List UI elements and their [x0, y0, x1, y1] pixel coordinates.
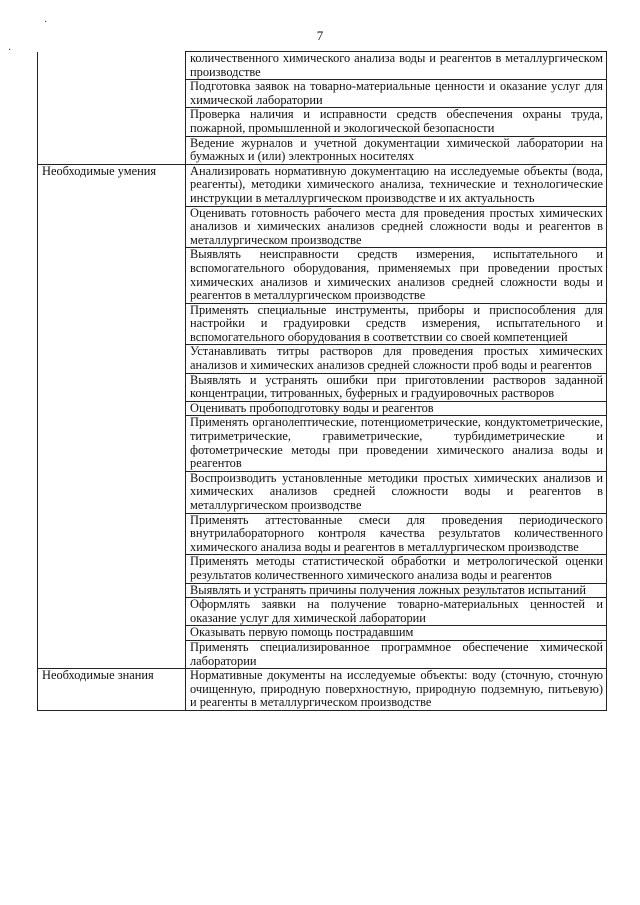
row-item: Применять методы статистической обработки и метрологической оценки результатов количественного химического анализа воды и реагентов	[186, 555, 607, 583]
row-label: Необходимые умения	[38, 164, 186, 668]
table-row	[38, 164, 607, 206]
row-label: Необходимые знания	[38, 669, 186, 711]
row-item: Оказывать первую помощь пострадавшим	[186, 626, 607, 641]
row-item: Воспроизводить установленные методики простых химических анализов и химических анализов средней сложности воды и реагентов в металлургическом производстве	[186, 471, 607, 513]
row-item: Нормативные документы на исследуемые объекты: воду (сточную, сточную очищенную, природную поверхностную, природную подземную, питьевую) и реагенты в металлургическом производстве	[186, 669, 607, 711]
row-item: Применять аттестованные смеси для проведения периодического внутрилабораторного контроля качества результатов количественного химического анализа воды и реагентов в металлургическом производстве	[186, 513, 607, 555]
page-number: 7	[316, 28, 324, 43]
row-item: Подготовка заявок на товарно-материальные ценности и оказание услуг для химической лаборатории	[186, 80, 607, 108]
margin-mark-dot-2: ·	[8, 45, 12, 56]
row-item: Проверка наличия и исправности средств обеспечения охраны труда, пожарной, промышленной и экологической безопасности	[186, 108, 607, 136]
row-item: Применять органолептические, потенциометрические, кондуктометрические, титриметрические, гравиметрические, турбидиметрические и фотометрические методы при проведении химического анализа воды и реагентов	[186, 416, 607, 471]
row-item: Ведение журналов и учетной документации химической лаборатории на бумажных и (или) электронных носителях	[186, 136, 607, 164]
row-item: Оценивать готовность рабочего места для проведения простых химических анализов и химических анализов средней сложности воды и реагентов в металлургическом производстве	[186, 206, 607, 248]
row-item: Выявлять и устранять причины получения ложных результатов испытаний	[186, 583, 607, 598]
table-row	[38, 52, 607, 80]
margin-mark-dot-1: ·	[44, 17, 48, 28]
row-item: Применять специальные инструменты, приборы и приспособления для настройки и градуировки средств измерения, испытательного и вспомогательного оборудования в соответствии со своей компетенцией	[186, 303, 607, 345]
row-item: Анализировать нормативную документацию на исследуемые объекты (вода, реагенты), методики химического анализа, технические и технологические инструкции в металлургическом производстве и их актуальность	[186, 164, 607, 206]
row-item: Оформлять заявки на получение товарно-материальных ценностей и оказание услуг для химической лаборатории	[186, 598, 607, 626]
row-item: Выявлять и устранять ошибки при приготовлении растворов заданной концентрации, титрованных, буферных и градуировочных растворов	[186, 373, 607, 401]
row-item: Оценивать пробоподготовку воды и реагентов	[186, 401, 607, 416]
row-item: Применять специализированное программное обеспечение химической лаборатории	[186, 640, 607, 668]
row-item: Устанавливать титры растворов для проведения простых химических анализов и химических анализов средней сложности проб воды и реагентов	[186, 345, 607, 373]
table-row	[38, 669, 607, 711]
row-item: Выявлять неисправности средств измерения, испытательного и вспомогательного оборудования, применяемых при проведении простых химических анализов и химических анализов средней сложности воды и реагентов в металлургическом производстве	[186, 248, 607, 303]
row-label	[38, 52, 186, 165]
row-item: количественного химического анализа воды и реагентов в металлургическом производстве	[186, 52, 607, 80]
qualification-table	[37, 51, 607, 711]
